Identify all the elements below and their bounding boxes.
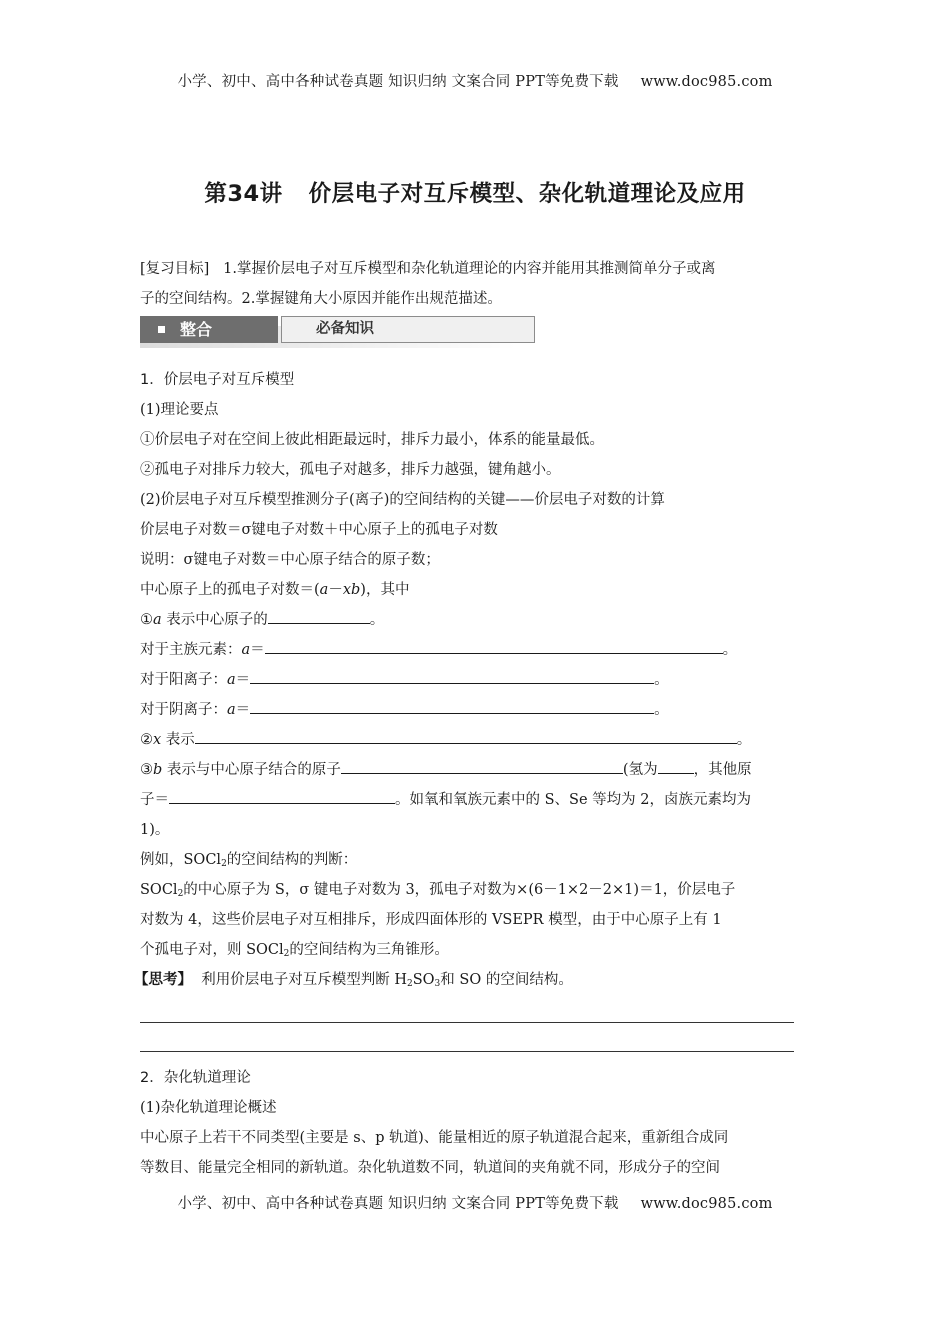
- page-footer: [0, 1192, 950, 1213]
- page-title: [0, 176, 950, 208]
- lecture-topic: 价层电子对互斥模型、杂化轨道理论及应用: [308, 181, 746, 207]
- b-definition-end: 1)。: [140, 822, 170, 838]
- sub-calc: (2)价层电子对互斥模型推测分子(离子)的空间结构的关键——价层电子对数的计算: [140, 492, 665, 508]
- example-intro: 例如，SOCl$_2$的空间结构的判断：: [140, 852, 358, 869]
- section-2-heading: 2．杂化轨道理论: [140, 1070, 251, 1086]
- section-banner: [140, 316, 516, 348]
- formula-line: 价层电子对数＝σ键电子对数＋中心原子上的孤电子对数: [140, 522, 498, 538]
- page-header: [0, 70, 950, 91]
- a-main-group: 对于主族元素：a＝ 。: [140, 635, 812, 665]
- think-question: 【思考】 利用价层电子对互斥模型判断 $H_2SO_3$和 SO 的空间结构。: [134, 972, 573, 989]
- answer-blank[interactable]: [658, 756, 694, 774]
- header-text: 小学、初中、高中各种试卷真题 知识归纳 文案合同 PPT等免费下载: [177, 74, 619, 90]
- section-hybrid: [140, 1063, 812, 1183]
- lone-pair-formula: 中心原子上的孤电子对数＝(a－xb)，其中: [140, 582, 410, 598]
- footer-url[interactable]: www.doc985.com: [640, 1196, 773, 1212]
- a-anion: 对于阴离子：a＝ 。: [140, 695, 812, 725]
- x-definition: ②x 表示 。: [140, 725, 812, 755]
- lecture-number: 第34讲: [204, 181, 283, 207]
- b-definition: ③b 表示与中心原子结合的原子 (氢为 ，其他原: [140, 755, 812, 785]
- header-url[interactable]: www.doc985.com: [640, 74, 773, 90]
- answer-blank[interactable]: [265, 636, 723, 654]
- sub-theory-points: (1)理论要点: [140, 402, 219, 418]
- answer-blank[interactable]: [268, 606, 370, 624]
- answer-line[interactable]: [140, 1022, 794, 1023]
- section-vsepr: [134, 365, 812, 995]
- example-line-3: 个孤电子对，则 SOCl$_2$的空间结构为三角锥形。: [140, 942, 449, 959]
- point-2: ②孤电子对排斥力较大，孤电子对越多，排斥力越强，键角越小。: [140, 462, 561, 478]
- footer-text: 小学、初中、高中各种试卷真题 知识归纳 文案合同 PPT等免费下载: [177, 1196, 619, 1212]
- goals-line-2: 子的空间结构。2.掌握键角大小原因并能作出规范描述。: [140, 291, 502, 307]
- answer-blank[interactable]: [169, 786, 395, 804]
- hybrid-line-2: 等数目、能量完全相同的新轨道。杂化轨道数不同，轨道间的夹角就不同，形成分子的空间: [140, 1160, 720, 1176]
- answer-blank[interactable]: [195, 726, 737, 744]
- answer-blank[interactable]: [341, 756, 623, 774]
- note-line: 说明：σ键电子对数＝中心原子结合的原子数；: [140, 552, 440, 568]
- answer-blank[interactable]: [250, 666, 654, 684]
- hybrid-line-1: 中心原子上若干不同类型(主要是 s、p 轨道)、能量相近的原子轨道混合起来，重新组合成同: [140, 1130, 729, 1146]
- goals-line-1: 1.掌握价层电子对互斥模型和杂化轨道理论的内容并能用其推测简单分子或离: [223, 261, 716, 277]
- section-1-heading: 1．价层电子对互斥模型: [140, 372, 295, 388]
- goals-label: [复习目标]: [140, 261, 210, 277]
- a-definition: ①a 表示中心原子的 。: [140, 605, 812, 635]
- example-line-1: SOCl$_2$的中心原子为 S，σ 键电子对数为 3，孤电子对数为×(6－1×2－2×1)＝1，价层电子: [140, 882, 736, 899]
- point-1: ①价层电子对在空间上彼此相距最远时，排斥力最小，体系的能量最低。: [140, 432, 604, 448]
- b-definition-cont: 子＝ 。如氧和氧族元素中的 S、Se 等均为 2，卤族元素均为: [140, 785, 812, 815]
- example-line-2: 对数为 4，这些价层电子对互相排斥，形成四面体形的 VSEPR 模型，由于中心原子上有 1: [140, 912, 722, 928]
- banner-integrate: 整合: [140, 316, 278, 343]
- banner-knowledge: 必备知识: [281, 316, 535, 343]
- a-cation: 对于阳离子：a＝ 。: [140, 665, 812, 695]
- answer-blank[interactable]: [250, 696, 654, 714]
- review-goals: [140, 254, 812, 314]
- square-bullet-icon: [158, 326, 165, 333]
- think-label: 【思考】: [134, 972, 192, 988]
- answer-line[interactable]: [140, 1051, 794, 1052]
- sub-hybrid-overview: (1)杂化轨道理论概述: [140, 1100, 277, 1116]
